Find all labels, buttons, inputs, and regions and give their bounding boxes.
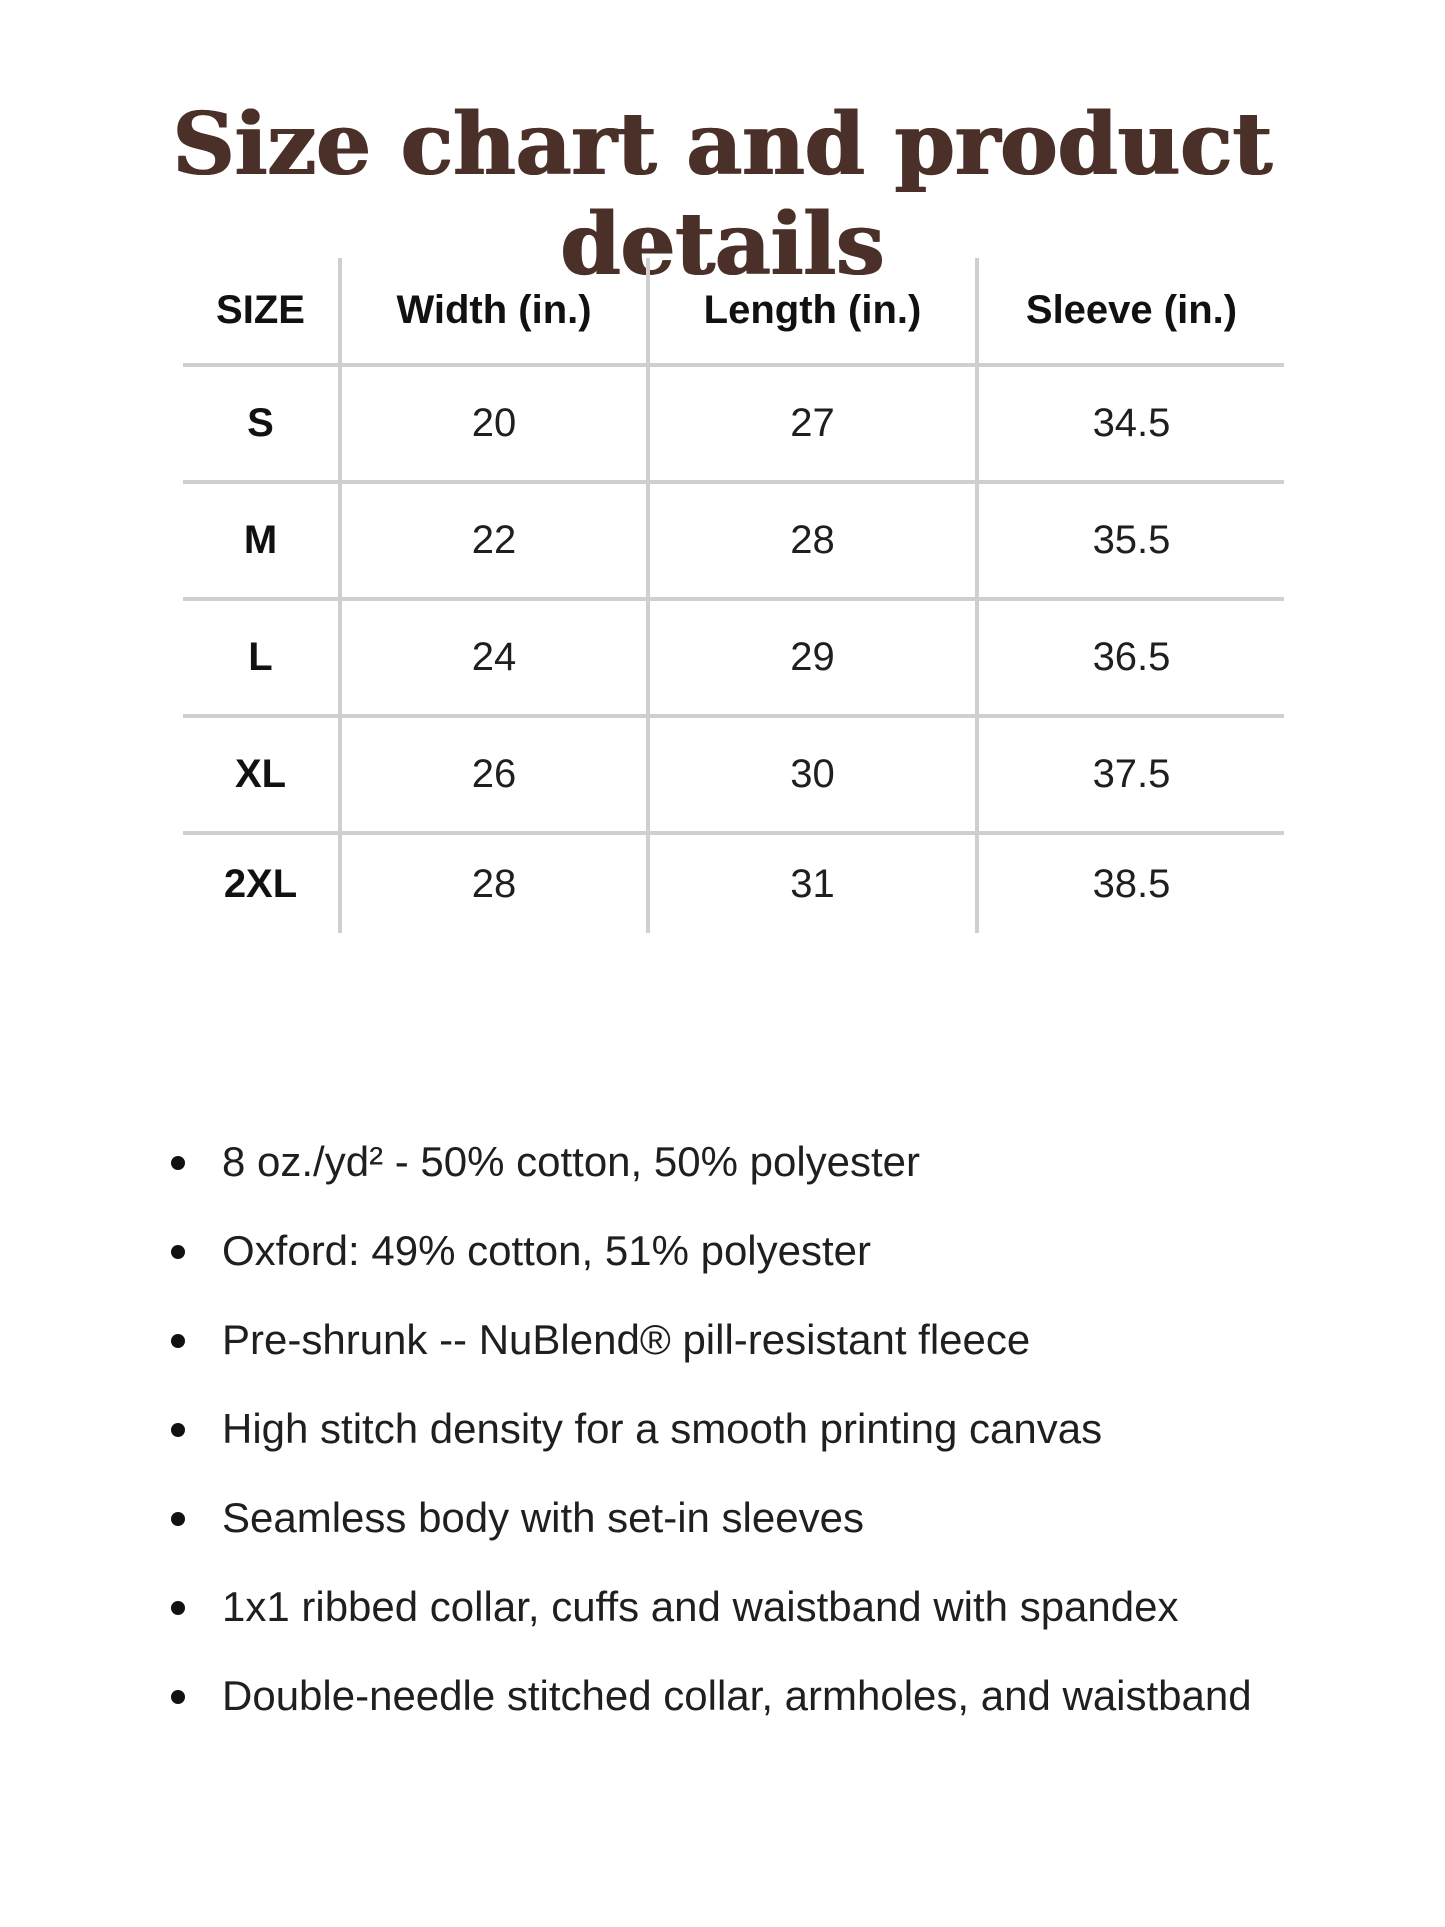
table-row	[183, 599, 1284, 716]
cell-size: S	[183, 365, 340, 482]
size-chart-table	[183, 258, 1284, 933]
table-row	[183, 482, 1284, 599]
bullet-icon	[171, 1423, 185, 1437]
header-size: SIZE	[183, 258, 340, 365]
bullet-icon	[171, 1690, 185, 1704]
detail-text: Double-needle stitched collar, armholes, and waistband	[222, 1672, 1252, 1719]
detail-text: Oxford: 49% cotton, 51% polyester	[222, 1227, 872, 1274]
list-item	[165, 1399, 1315, 1459]
list-item	[165, 1577, 1315, 1637]
cell-width: 24	[340, 599, 648, 716]
cell-width: 28	[340, 833, 648, 933]
header-length: Length (in.)	[648, 258, 977, 365]
header-sleeve: Sleeve (in.)	[1025, 288, 1238, 332]
detail-text: 1x1 ribbed collar, cuffs and waistband with spandex	[222, 1583, 1179, 1630]
list-item	[165, 1488, 1315, 1548]
page-title: Size chart and product details	[172, 94, 1273, 295]
cell-size: M	[183, 482, 340, 599]
header-width: Width (in.)	[340, 258, 648, 365]
cell-length: 27	[648, 365, 977, 482]
cell-size: XL	[183, 716, 340, 833]
cell-width: 20	[340, 365, 648, 482]
cell-size: 2XL	[183, 833, 340, 933]
list-item	[165, 1221, 1315, 1281]
detail-text: Seamless body with set-in sleeves	[222, 1494, 864, 1541]
table-header-row	[183, 258, 1284, 365]
list-item	[165, 1666, 1315, 1726]
table-row	[183, 716, 1284, 833]
bullet-icon	[171, 1601, 185, 1615]
list-item	[165, 1310, 1315, 1370]
cell-width: 22	[340, 482, 648, 599]
cell-sleeve: 38.5	[1092, 861, 1171, 906]
cell-sleeve: 36.5	[1092, 635, 1171, 679]
bullet-icon	[171, 1334, 185, 1348]
cell-width: 26	[340, 716, 648, 833]
bullet-icon	[171, 1245, 185, 1259]
bullet-icon	[171, 1156, 185, 1170]
cell-length: 30	[648, 716, 977, 833]
table-row	[183, 833, 1284, 933]
list-item	[165, 1132, 1315, 1192]
product-details-list	[165, 1132, 1315, 1755]
cell-length: 29	[648, 599, 977, 716]
cell-sleeve: 34.5	[1092, 401, 1171, 445]
cell-length: 28	[648, 482, 977, 599]
detail-text: High stitch density for a smooth printing canvas	[222, 1405, 1103, 1452]
detail-text: Pre-shrunk -- NuBlend® pill-resistant fleece	[222, 1316, 1031, 1363]
cell-sleeve: 37.5	[1092, 752, 1171, 796]
table-row	[183, 365, 1284, 482]
detail-text: 8 oz./yd² - 50% cotton, 50% polyester	[222, 1138, 921, 1185]
cell-sleeve: 35.5	[1092, 518, 1171, 562]
bullet-icon	[171, 1512, 185, 1526]
cell-size: L	[183, 599, 340, 716]
cell-length: 31	[648, 833, 977, 933]
